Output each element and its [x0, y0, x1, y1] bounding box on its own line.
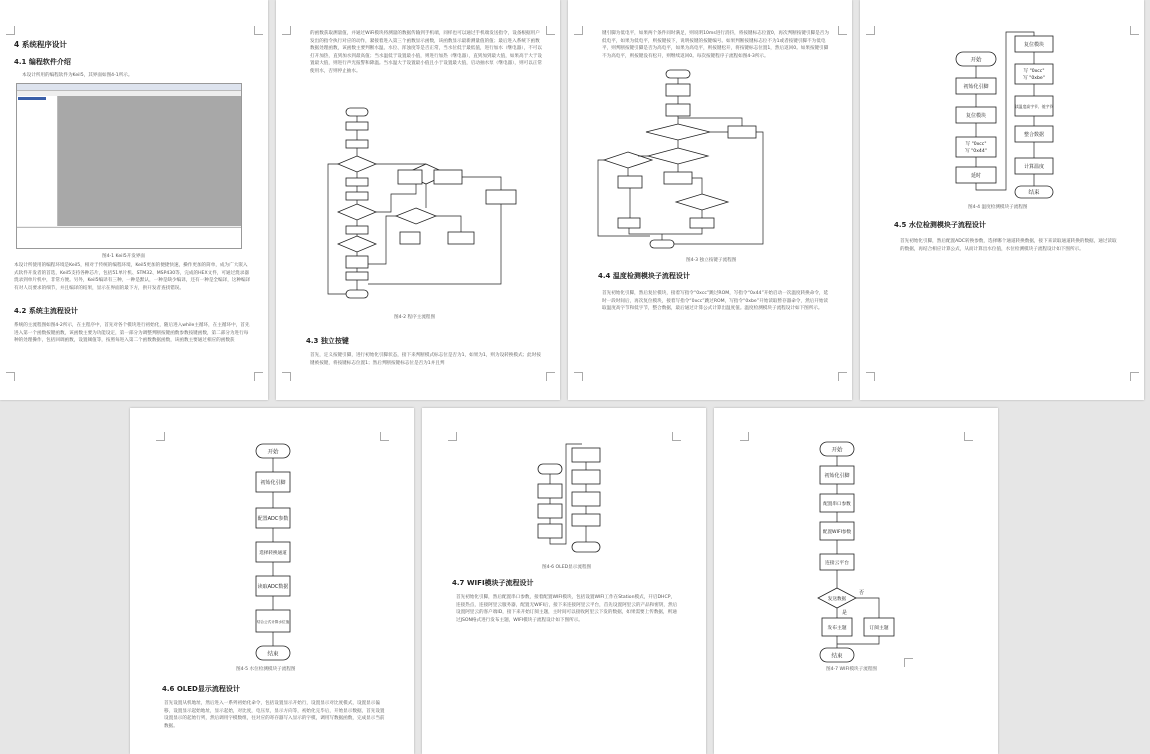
- main-flowchart: [276, 104, 560, 304]
- flow-write-be: 写 "0xbe": [1023, 76, 1045, 81]
- flow-config-adc: 配置ADC参数: [257, 516, 289, 522]
- flow-reset: 复位模块: [965, 113, 987, 119]
- flow-init-7: 初始化引脚: [824, 473, 850, 479]
- flow-reset-2: 复位模块: [1023, 42, 1045, 48]
- heading-4-3: 4.3 独立按键: [306, 337, 349, 345]
- flow-send-question: 发送数据: [827, 597, 847, 602]
- figure-4-1-caption: 图4-1 Keil5开发界面: [102, 254, 146, 259]
- button-flowchart: [568, 68, 852, 258]
- flow-end-5: 结束: [267, 651, 279, 658]
- heading-4-4: 4.4 温度检测模块子流程设计: [598, 272, 690, 280]
- flow-yes: 是: [842, 610, 848, 616]
- heading-4-5: 4.5 水位检测模块子流程设计: [894, 221, 986, 229]
- flow-write-44: 写 "0x44": [965, 149, 987, 154]
- temperature-description: 首先初始化引脚，然后复位模块，接着写指令“0xcc”跳过ROM，写指令“0x44”开始启动一次温度转换命令，延时一段时间后，再次复位模块，接着写指令“0xcc”跳过ROM，写指令“0xbe”开始读取暂存器命令，然后开始读取温度高字节和低字节，整合数据，最后通过计算公式计算出温度值。温度检测模块子流程设计如下图所示。: [602, 291, 829, 312]
- document-page-2: [276, 0, 560, 400]
- heading-system-program: 4 系统程序设计: [14, 40, 67, 49]
- flow-init-5: 初始化引脚: [260, 480, 286, 486]
- flow-config-uart: 配置串口参数: [823, 502, 851, 507]
- flow-no: 否: [859, 590, 865, 596]
- flow-end: 结束: [1028, 190, 1040, 196]
- flow-merge: 整合数据: [1023, 132, 1045, 138]
- heading-4-1: 4.1 编程软件介绍: [14, 58, 71, 66]
- flow-end-7: 结束: [831, 653, 843, 660]
- water-level-flowchart: [130, 408, 414, 668]
- heading-4-7: 4.7 WIFI模块子流程设计: [452, 579, 534, 587]
- flow-calc-level: 结合公式计算水位值: [256, 620, 290, 624]
- keil-description: 本设计所使用的编程环境是Keil5，相对于传统的编程环境，Keil5更加的便捷快速，操作更加的简单，成为广大嵌入式软件开发者的首选，Keil5支持各种芯片，包括51单片机、STM32、MSP430等，完成的HEX文件，可通过烧录器烧录到单片机中，非常方便。另外，Keil5编译有三种，一种是默认，一种是缺少编译，还有一种是全编译，这种编译有对人员要求的细节，并且编译的结果，显示在界面的最下方，供开发者查找错误。: [14, 263, 251, 291]
- document-page-1: [0, 0, 268, 400]
- flow-config-wifi: 配置WIFI参数: [822, 530, 852, 535]
- water-level-description: 首先初始化引脚，然后配置ADC转换参数，选择哪个通道转换数据，接下来读取通道转换的数据，通过读取的数据，再结合相应计算公式，从而计算出水位值，水位检测模块子流程设计如下图所示。: [900, 239, 1117, 252]
- document-page-5: [130, 408, 414, 754]
- wifi-description: 首先初始化引脚，然后配置串口参数，接着配置WIFI模块，包括设置WIFI工作在Station模式，开启DHCP，连接热点，连接阿里云服务器，配置无WIFI后，接下来连接阿里云平台，首先设置阿里云的产品和密钥，然后设置阿里云的客户端ID，接下来开始订阅主题，主时间可以接收阿里云下发的数据，如果需要上传数据，则通过JSON格式进行发布主题，WIFI模块子流程设计如下图所示。: [456, 595, 678, 623]
- flow-read-adc: 读取ADC数据: [257, 584, 289, 590]
- flow-connect-cloud: 连接云平台: [825, 561, 849, 566]
- oled-description: 首先设置从机地址，然后进入一系列初始化命令，包括设置显示开始行，设置显示对比度模式，设置显示偏移，设置显示起始地址，显示起始，对比度，电压泵，显示方向等，初始化完毕后，开始显示数据，首先设置设置显示的起始行列，然后调用字模数组，往对应的寄存器写入显示的字模，调用写数据函数，完成显示当前数据。: [164, 701, 385, 729]
- heading-4-2: 4.2 系统主流程设计: [14, 307, 78, 315]
- flow-start-5: 开始: [267, 449, 279, 456]
- document-page-3: [568, 0, 852, 400]
- flow-write-cc-2: 写 "0xcc": [1023, 69, 1045, 74]
- document-page-4: [860, 0, 1144, 400]
- flow-read-hl: 读温度高字节、低字节: [1015, 104, 1053, 109]
- flow-subscribe: 订阅主题: [869, 626, 889, 631]
- figure-4-6-caption: 图4-6 OLED显示流程图: [542, 565, 592, 570]
- figure-4-5-caption: 图4-5 水位检测模块子流程图: [236, 667, 296, 672]
- wifi-flowchart: [714, 408, 998, 668]
- flow-start-7: 开始: [831, 447, 843, 454]
- button-flow-continued: 键引脚为低电平，如果两个条件同时满足，则说明10ms进行消抖，将按键标志位置0，再次判断按键引脚是否为低电平，如果为低电平，则按键按下，说明按键的按键编号。如果判断按键标志位不为1或者按键引脚不为低电平，则判断按键引脚是否为高电平，如果为高电平，则按键松开，将按键标志位置1，然后返回0。如果按键引脚不为高电平，则按键没有松开，则继续返回0。每次按键程序子流程如图4-3所示。: [602, 31, 829, 59]
- flow-select-channel: 选择转换通道: [259, 551, 287, 556]
- flow-start: 开始: [970, 57, 982, 64]
- temperature-flowchart: [860, 0, 1144, 210]
- heading-4-6: 4.6 OLED显示流程设计: [162, 685, 240, 693]
- figure-4-7-caption: 图4-7 WIFI模块子流程图: [826, 667, 878, 672]
- intro-text: 本设计所用的编程软件为Keil5，其界面如图4-1所示。: [22, 73, 133, 78]
- main-flow-description: 系统的主流程图如图4-2所示，在主程序中，首先对各个模块进行初始化，随后进入while主循环，在主循环中，首先进入第一个函数按键函数，该函数主要为功能设定，第一部分为调整判断按键函数参数按键函数，第二部分为进行每种的处理操作，包括回调函数，设置阈值等，按照每进入第二个函数数据函数，该函数主要通过相应的函数获: [14, 323, 250, 344]
- button-description: 首先，定义按键引脚，进行初始化引脚状态，接下来判断模式标志位是否为1，如果为1，则为设转换模式；此时按键被按键，将按键标志位置1；然后判断按键标志位是否为1并且判: [310, 353, 541, 366]
- figure-4-2-caption: 图4-2 程序主流程图: [394, 315, 436, 320]
- flow-calc-temp: 计算温度: [1023, 164, 1045, 170]
- main-flow-continued: 的函数获取测量值，并通过WiFi模块将测量的数据传输到手机端，同样也可以通过手机端发送指令，设备根据用户发出的指令执行对应的动作，紧接着进入第三个函数显示函数，该函数显示最新测量值的值；最后进入系统下函数数据处理函数，该函数主要判断水温、水位、浑浊度等是否正常，当水位低于最低值，进行加水（继电器），不可以打开加热，直到加水到最高值；当水温低于设置最小值，则进行加热（继电器），直到加到最大值，如果高于大于设置最大值，则进行声光报警和降温。当水温大于设置最小值且小于设置最大值，启动抽水泵（继电器），则可以正常使用水，否则停止抽水。: [310, 31, 542, 74]
- flow-delay: 延时: [970, 173, 982, 179]
- oled-flowchart: [422, 408, 706, 568]
- document-page-6: [422, 408, 706, 754]
- document-page-7: [714, 408, 998, 754]
- flow-write-cc: 写 "0xcc": [965, 142, 987, 147]
- figure-4-3-caption: 图4-3 独立按键子流程图: [686, 258, 737, 263]
- flow-publish: 发布主题: [827, 626, 847, 631]
- keil-screenshot-image: [16, 83, 242, 249]
- figure-4-4-caption: 图4-4 温度检测模块子流程图: [968, 205, 1028, 210]
- flow-init-pins: 初始化引脚: [963, 84, 989, 90]
